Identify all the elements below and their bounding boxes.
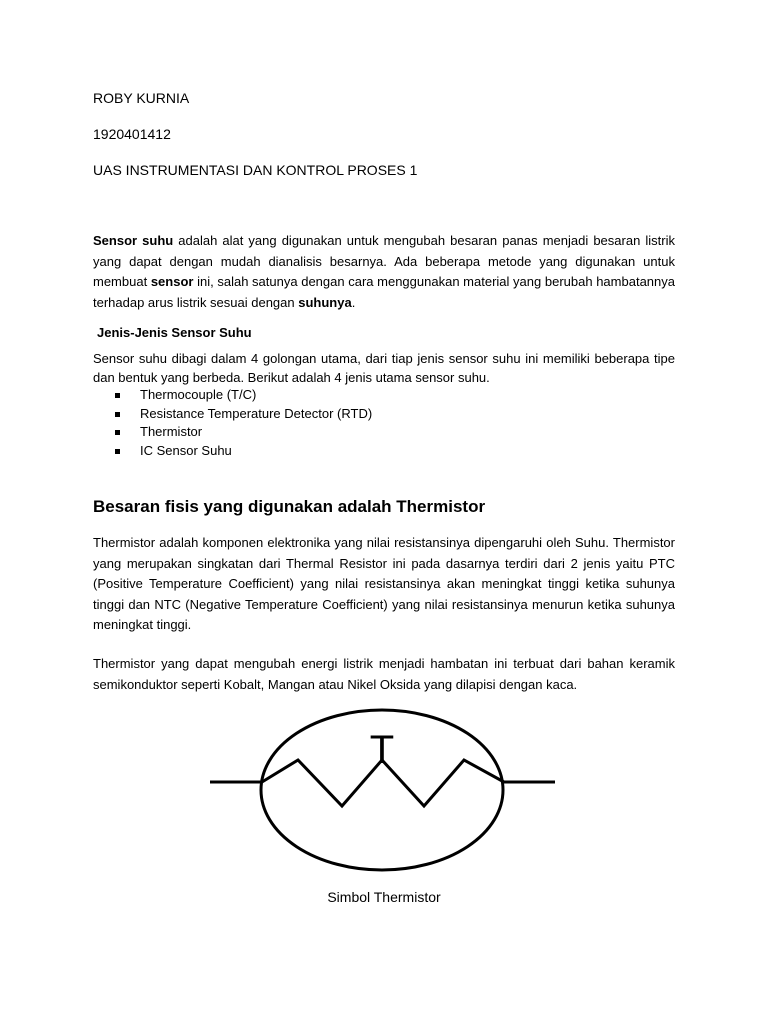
list-item-label: Resistance Temperature Detector (RTD): [140, 405, 373, 421]
intro-text-3: .: [351, 294, 356, 310]
types-subheading: Jenis-Jenis Sensor Suhu: [97, 325, 252, 340]
symbol-letter-t: T: [369, 728, 395, 772]
thermistor-symbol: [210, 705, 555, 877]
types-description: Sensor suhu dibagi dalam 4 golongan utama, dari tiap jenis sensor suhu ini memiliki beberapa tipe dan bentuk yang berbeda. Berikut adalah 4 jenis utama sensor suhu.: [93, 351, 675, 385]
list-item: [113, 442, 372, 461]
thermistor-paragraph-1: Thermistor adalah komponen elektronika yang nilai resistansinya dipengaruhi oleh Suhu. Thermistor yang merupakan singkatan dari Thermal Resistor ini pada dasarnya terdiri dari 2 jenis yaitu PTC (Positive Temperature Coefficient) yang nilai resistansinya akan meningkat tinggi ketika suhunya tinggi dan NTC (Negative Temperature Coefficient) yang nilai resistansinya menurun ketika suhunya meningkat tinggi.: [93, 535, 675, 632]
bullet-square-icon: [115, 449, 120, 454]
list-item: [113, 386, 372, 405]
author-name: ROBY KURNIA: [93, 90, 190, 106]
thermistor-paragraph-2: Thermistor yang dapat mengubah energi listrik menjadi hambatan ini terbuat dari bahan keramik semikonduktor seperti Kobalt, Mangan atau Nikel Oksida yang dilapisi dengan kaca.: [93, 656, 675, 692]
bullet-square-icon: [115, 430, 120, 435]
list-item-label: Thermistor: [140, 424, 203, 439]
list-item: [113, 423, 372, 442]
intro-text-2: ini, salah satunya dengan cara menggunakan material yang berubah hambatannya terhadap arus listrik sesuai dengan: [93, 274, 675, 310]
course-title: UAS INSTRUMENTASI DAN KONTROL PROSES 1: [93, 162, 418, 178]
figure-caption: Simbol Thermistor: [327, 889, 441, 905]
list-item: [113, 405, 372, 424]
term-sensor-suhu: Sensor suhu: [93, 233, 174, 248]
list-item-label: Thermocouple (T/C): [140, 387, 257, 402]
sensor-type-list: [113, 386, 372, 460]
bullet-square-icon: [115, 412, 120, 417]
term-sensor: sensor: [150, 274, 194, 289]
list-item-label: IC Sensor Suhu: [140, 442, 232, 458]
student-id: 1920401412: [93, 126, 171, 142]
intro-text-1: adalah alat yang digunakan untuk mengubah besaran panas menjadi besaran listrik yang dapat dengan mudah dianalisis besarnya. Ada beberapa metode yang digunakan untuk membuat: [93, 233, 675, 289]
term-suhunya: suhunya: [298, 294, 352, 310]
bullet-square-icon: [115, 393, 120, 398]
section-heading: Besaran fisis yang digunakan adalah Thermistor: [93, 497, 486, 516]
intro-paragraph: [93, 231, 675, 313]
